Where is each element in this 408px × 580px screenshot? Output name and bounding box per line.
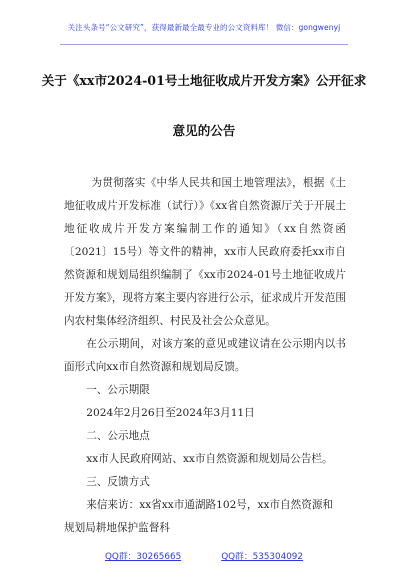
document-body	[64, 172, 346, 540]
section1-content: 2024年2月26日至2024年3月11日	[86, 407, 255, 419]
qq-group-link-1[interactable]: QQ群：30265665	[104, 552, 182, 562]
section2-heading: 二、公示地点	[86, 430, 150, 442]
qq-group-link-2[interactable]: QQ群：535304092	[221, 552, 304, 562]
notice-paragraph: 在公示期间，对该方案的意见或建议请在公示期内以书面形式向xx市自然资源和规划局反馈。	[64, 338, 346, 373]
intro-paragraph: 为贯彻落实《中华人民共和国土地管理法》，根据《土地征收成片开发标准（试行）》《xx省自然资源厅关于开展土地征收成片开发方案编制工作的通知》（xx自然资函〔2021〕15号）等文件的精神，xx市人民政府委托xx市自然资源和规划局组织编制了《xx市2024-01号土地征收成片开发方案》，现将方案主要内容进行公示，征求成片开发范围内农村集体经济组织、村民及社会公众意见。	[64, 177, 346, 327]
section2-content: xx市人民政府网站、xx市自然资源和规划局公告栏。	[86, 453, 333, 465]
document-title-line2: 意见的公告	[172, 123, 236, 138]
document-title-line1: 关于《xx市2024-01号土地征收成片开发方案》公开征求	[41, 73, 367, 88]
promo-banner: 关注头条号“公文研究”，获得最新最全最专业的公文资料库！ 微信：gongwenyj	[67, 23, 341, 32]
section3-heading: 三、反馈方式	[86, 476, 150, 488]
section3-content-line1: 来信来访：xx省xx市通湖路102号，xx市自然资源和	[86, 499, 334, 511]
footer-contacts	[0, 549, 408, 562]
banner-divider	[60, 44, 348, 45]
section3-content-line2: 规划局耕地保护监督科	[64, 522, 170, 534]
section1-heading: 一、公示期限	[86, 384, 150, 396]
